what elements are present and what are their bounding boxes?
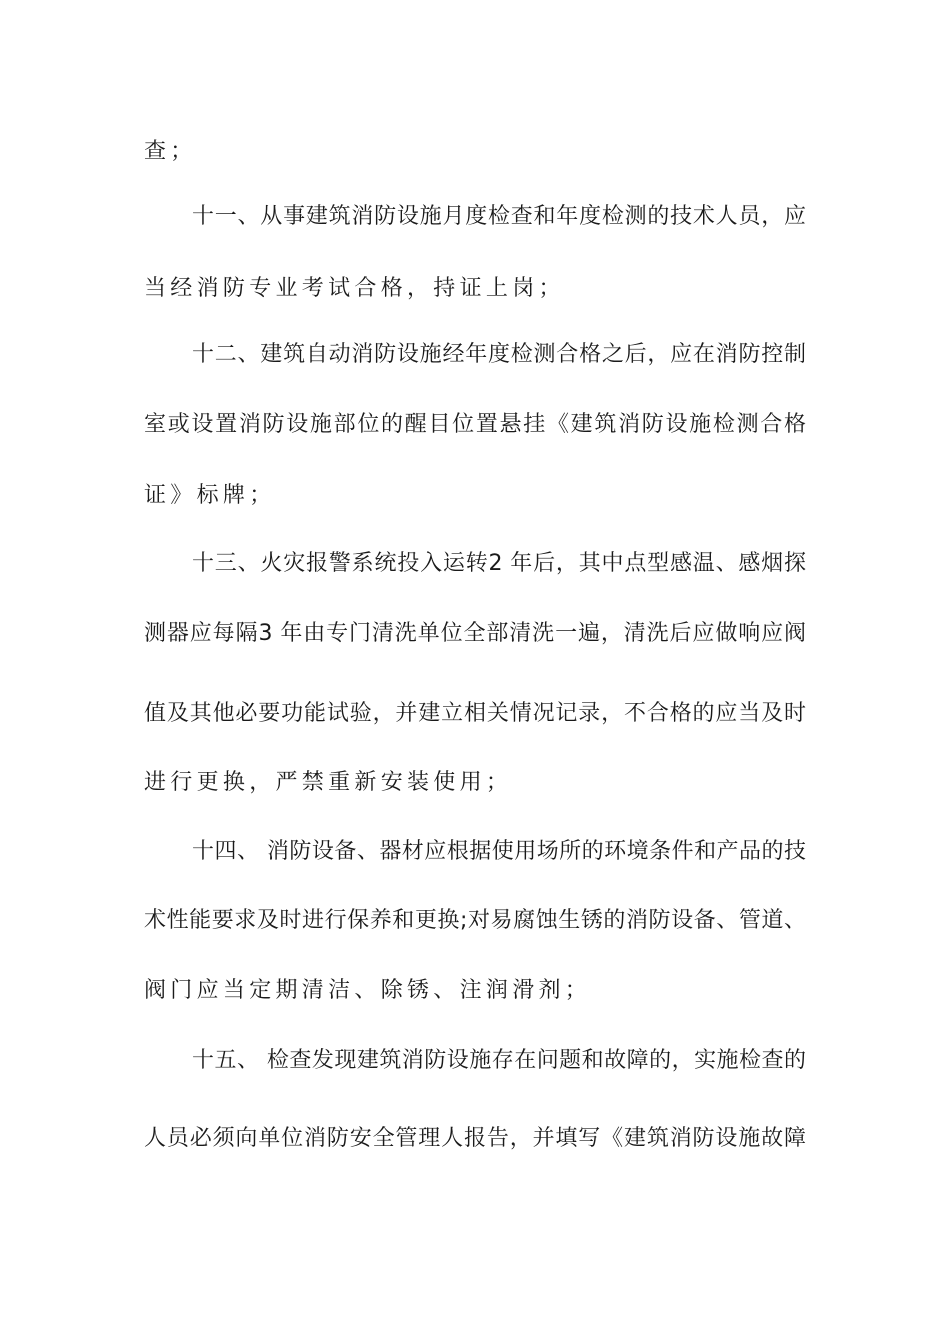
text-line: 十三、火灾报警系统投入运转2 年后，其中点型感温、感烟探 xyxy=(192,551,806,576)
text-line: 证》标牌； xyxy=(144,483,276,508)
text-line: 当经消防专业考试合格，持证上岗； xyxy=(144,276,565,301)
text-line: 术性能要求及时进行保养和更换;对易腐蚀生锈的消防设备、管道、 xyxy=(144,908,806,933)
text-line: 室或设置消防设施部位的醒目位置悬挂《建筑消防设施检测合格 xyxy=(144,412,806,437)
text-line: 查； xyxy=(144,139,197,164)
text-line: 十五、 检查发现建筑消防设施存在问题和故障的，实施检查的 xyxy=(192,1048,806,1073)
text-line: 阀门应当定期清洁、除锈、注润滑剂； xyxy=(144,978,592,1003)
text-line: 进行更换，严禁重新安装使用； xyxy=(144,770,513,795)
text-line: 值及其他必要功能试验，并建立相关情况记录，不合格的应当及时 xyxy=(144,701,806,726)
text-line: 人员必须向单位消防安全管理人报告，并填写《建筑消防设施故障 xyxy=(144,1126,806,1151)
text-line: 测器应每隔3 年由专门清洗单位全部清洗一遍，清洗后应做响应阀 xyxy=(144,621,806,646)
text-line: 十四、 消防设备、器材应根据使用场所的环境条件和产品的技 xyxy=(192,839,806,864)
text-line: 十一、从事建筑消防设施月度检查和年度检测的技术人员，应 xyxy=(192,204,806,229)
text-line: 十二、建筑自动消防设施经年度检测合格之后，应在消防控制 xyxy=(192,342,806,367)
